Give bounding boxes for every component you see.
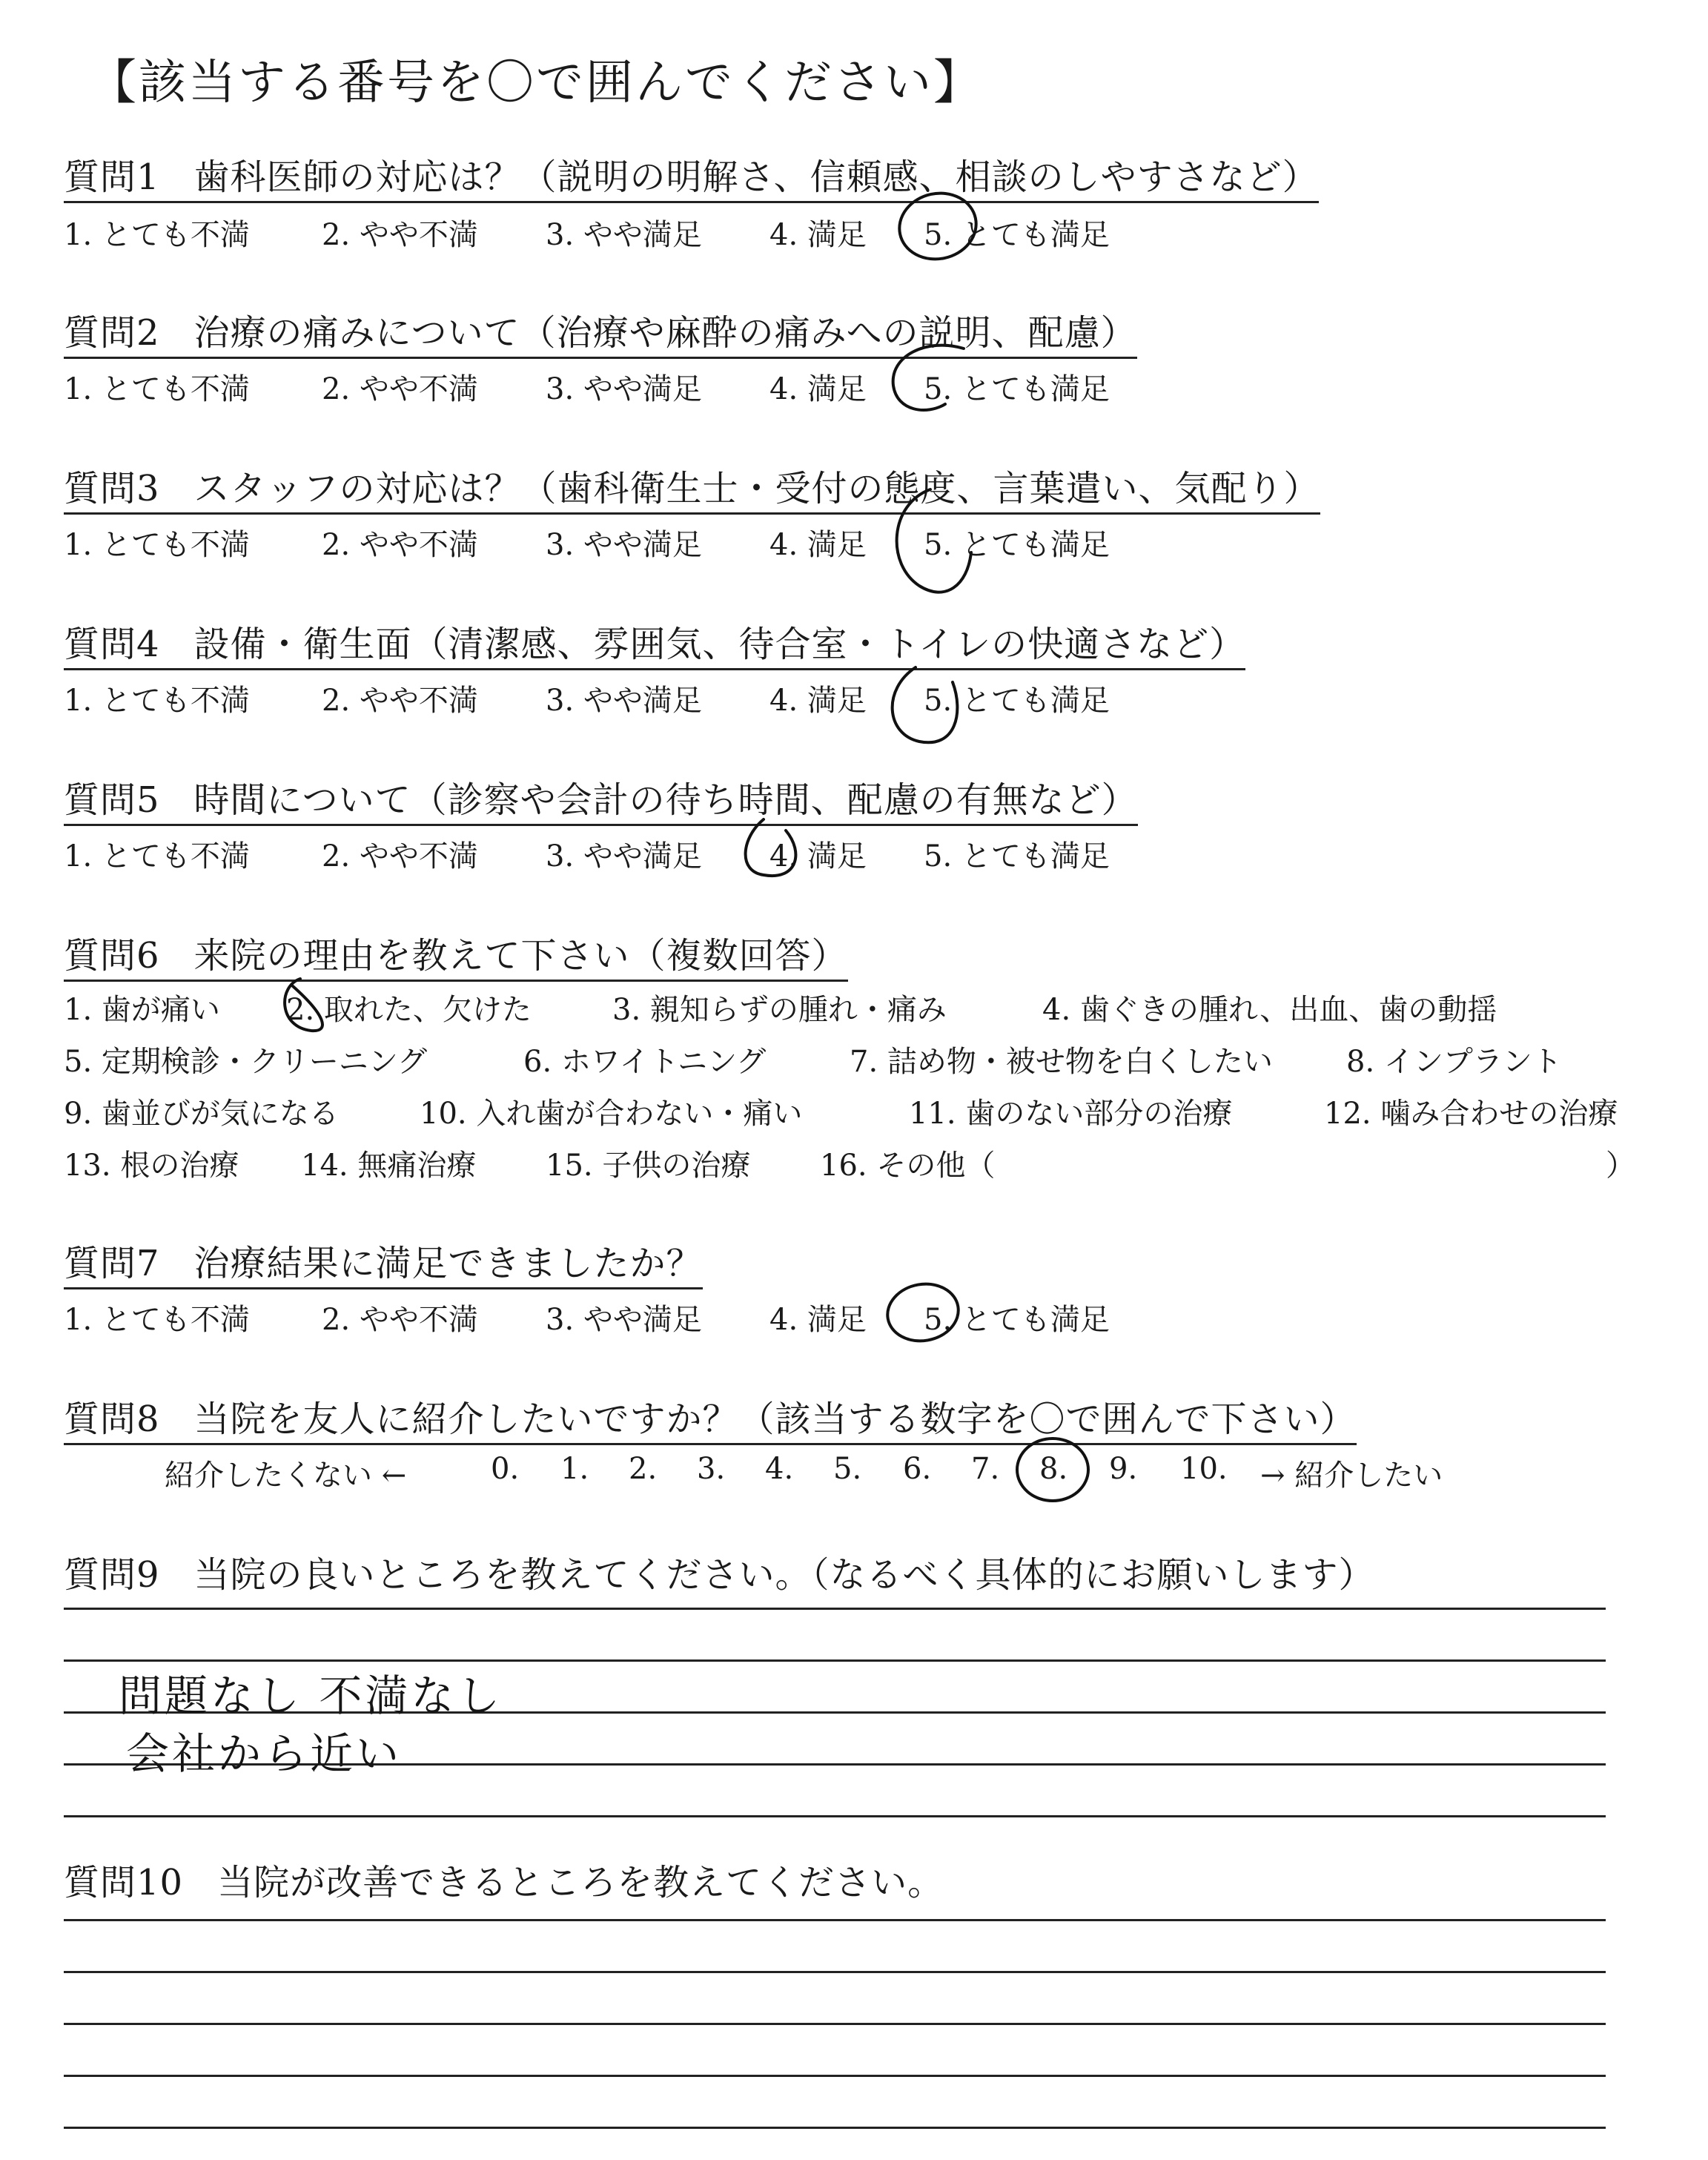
reason-other-close: ） (1606, 1149, 1635, 1183)
scale-value[interactable]: 4. (765, 1452, 794, 1486)
scale-value[interactable]: 10. (1180, 1452, 1228, 1486)
option-1[interactable]: 1. とても不満 (64, 372, 250, 406)
question-text: 当院を友人に紹介したいですか？（該当する数字を〇で囲んで下さい） (193, 1398, 1357, 1440)
question-text: 時間について（診察や会計の待ち時間、配慮の有無など） (193, 779, 1138, 821)
answer-line (64, 2023, 1606, 2025)
reason-item[interactable]: 3. 親知らずの腫れ・痛み (612, 993, 947, 1027)
scale-value[interactable]: 8. (1039, 1452, 1068, 1486)
question-text: 当院が改善できるところを教えてください。 (217, 1862, 944, 1903)
option-5[interactable]: 5. とても満足 (924, 1303, 1110, 1337)
reason-item[interactable]: 1. 歯が痛い (64, 993, 220, 1027)
reason-item[interactable]: 4. 歯ぐきの腫れ、出血、歯の動揺 (1042, 993, 1497, 1027)
option-3[interactable]: 3. やや満足 (546, 218, 702, 252)
option-5[interactable]: 5. とても満足 (924, 528, 1110, 562)
question-number: 質問2 (64, 312, 160, 354)
option-3[interactable]: 3. やや満足 (546, 372, 702, 406)
option-1[interactable]: 1. とても不満 (64, 684, 250, 718)
answer-line (64, 1919, 1606, 1921)
option-5[interactable]: 5. とても満足 (924, 684, 1110, 718)
option-2[interactable]: 2. やや不満 (322, 839, 478, 873)
reason-item[interactable]: 11. 歯のない部分の治療 (909, 1097, 1233, 1131)
question-4 (64, 615, 1245, 670)
option-2[interactable]: 2. やや不満 (322, 684, 478, 718)
scale-value[interactable]: 9. (1109, 1452, 1138, 1486)
question-6 (64, 927, 848, 982)
option-2[interactable]: 2. やや不満 (322, 528, 478, 562)
option-1[interactable]: 1. とても不満 (64, 1303, 250, 1337)
option-4[interactable]: 4. 満足 (769, 372, 867, 406)
option-3[interactable]: 3. やや満足 (546, 839, 702, 873)
scale-value[interactable]: 7. (971, 1452, 1000, 1486)
question-text: 歯科医師の対応は？（説明の明解さ、信頼感、相談のしやすさなど） (193, 156, 1319, 198)
option-2[interactable]: 2. やや不満 (322, 372, 478, 406)
reason-item[interactable]: 13. 根の治療 (64, 1149, 239, 1183)
option-1[interactable]: 1. とても不満 (64, 528, 250, 562)
scale-value[interactable]: 6. (903, 1452, 932, 1486)
reason-item[interactable]: 10. 入れ歯が合わない・痛い (420, 1097, 803, 1131)
answer-line (64, 1815, 1606, 1817)
reason-item[interactable]: 7. 詰め物・被せ物を白くしたい (850, 1045, 1273, 1079)
option-3[interactable]: 3. やや満足 (546, 1303, 702, 1337)
question-number: 質問10 (64, 1862, 184, 1903)
answer-line (64, 1608, 1606, 1610)
question-text: スタッフの対応は？（歯科衛生士・受付の態度、言葉遣い、気配り） (193, 468, 1320, 509)
answer-line (64, 1971, 1606, 1973)
scale-value[interactable]: 3. (697, 1452, 726, 1486)
reason-item[interactable]: 9. 歯並びが気になる (64, 1097, 339, 1131)
option-1[interactable]: 1. とても不満 (64, 218, 250, 252)
question-7 (64, 1235, 703, 1289)
scale-left-label: 紹介したくない ← (165, 1459, 407, 1493)
scale-value[interactable]: 5. (833, 1452, 862, 1486)
option-4[interactable]: 4. 満足 (769, 218, 867, 252)
question-5 (64, 771, 1138, 826)
question-2 (64, 304, 1137, 359)
question-text: 設備・衛生面（清潔感、雰囲気、待合室・トイレの快適さなど） (193, 624, 1246, 665)
reason-item[interactable]: 15. 子供の治療 (546, 1149, 751, 1183)
question-text: 治療の痛みについて（治療や麻酔の痛みへの説明、配慮） (193, 312, 1137, 354)
option-2[interactable]: 2. やや不満 (322, 218, 478, 252)
reason-item[interactable]: 12. 噛み合わせの治療 (1324, 1097, 1618, 1131)
question-1 (64, 148, 1319, 203)
option-5[interactable]: 5. とても満足 (924, 218, 1110, 252)
question-text: 当院の良いところを教えてください。（なるべく具体的にお願いします） (193, 1554, 1375, 1596)
option-2[interactable]: 2. やや不満 (322, 1303, 478, 1337)
reason-item[interactable]: 5. 定期検診・クリーニング (64, 1045, 428, 1079)
reason-item[interactable]: 6. ホワイトニング (523, 1045, 767, 1079)
option-4[interactable]: 4. 満足 (769, 528, 867, 562)
question-9 (64, 1546, 1375, 1599)
answer-line (64, 2127, 1606, 2129)
scale-value[interactable]: 0. (491, 1452, 520, 1486)
option-4[interactable]: 4. 満足 (769, 1303, 867, 1337)
page-title: 【該当する番号を〇で囲んでください】 (89, 56, 983, 110)
question-number: 質問8 (64, 1398, 160, 1440)
question-text: 来院の理由を教えて下さい（複数回答） (193, 935, 848, 977)
q9-handwritten-answer-2[interactable]: 会社から近い (126, 1728, 403, 1779)
q9-handwritten-answer-1[interactable]: 問題なし 不満なし (119, 1671, 503, 1721)
reason-item[interactable]: 8. インプラント (1346, 1045, 1562, 1079)
option-3[interactable]: 3. やや満足 (546, 684, 702, 718)
question-number: 質問9 (64, 1554, 160, 1596)
option-1[interactable]: 1. とても不満 (64, 839, 250, 873)
question-number: 質問4 (64, 624, 160, 665)
option-5[interactable]: 5. とても満足 (924, 372, 1110, 406)
scale-value[interactable]: 1. (560, 1452, 589, 1486)
question-text: 治療結果に満足できましたか？ (193, 1243, 703, 1284)
question-3 (64, 460, 1320, 515)
question-number: 質問1 (64, 156, 160, 198)
question-number: 質問6 (64, 935, 160, 977)
scale-right-label: → 紹介したい (1260, 1459, 1443, 1493)
option-4[interactable]: 4. 満足 (769, 839, 867, 873)
reason-item[interactable]: 2. 取れた、欠けた (286, 993, 532, 1027)
question-8 (64, 1390, 1357, 1445)
question-number: 質問7 (64, 1243, 160, 1284)
reason-item[interactable]: 14. 無痛治療 (301, 1149, 477, 1183)
scale-value[interactable]: 2. (629, 1452, 658, 1486)
option-4[interactable]: 4. 満足 (769, 684, 867, 718)
option-3[interactable]: 3. やや満足 (546, 528, 702, 562)
scan-artifact (1515, 0, 1708, 15)
question-number: 質問5 (64, 779, 160, 821)
question-10 (64, 1854, 944, 1906)
option-5[interactable]: 5. とても満足 (924, 839, 1110, 873)
answer-line (64, 2075, 1606, 2077)
question-number: 質問3 (64, 468, 160, 509)
reason-item[interactable]: 16. その他（ (820, 1149, 996, 1183)
